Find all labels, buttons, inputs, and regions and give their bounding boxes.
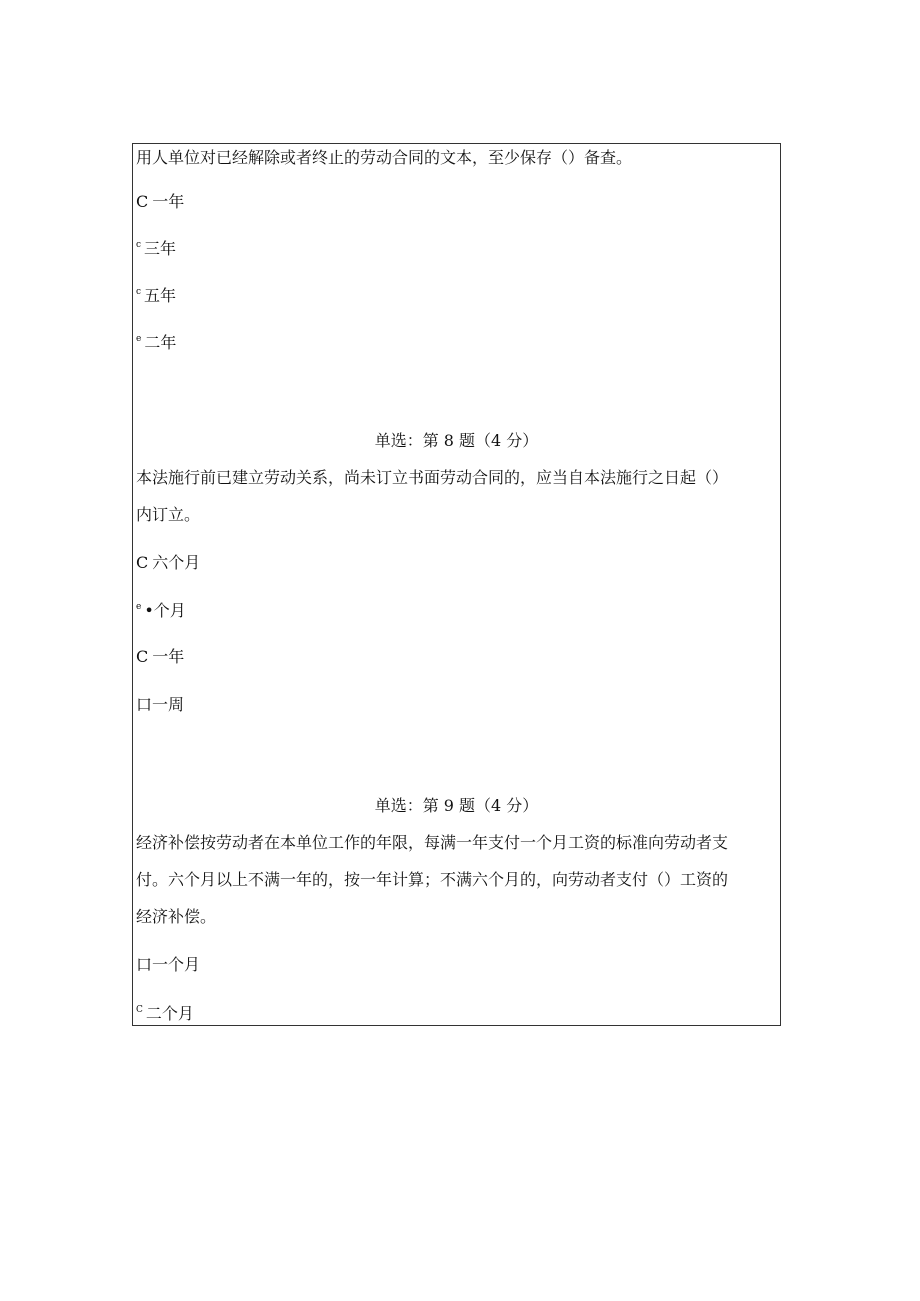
q8-text-line-1: 本法施行前已建立劳动关系，尚未订立书面劳动合同的，应当自本法施行之日起（） <box>136 468 729 487</box>
checkbox-icon: 口 <box>136 955 153 974</box>
q7-option-4[interactable] <box>136 333 176 353</box>
q8-option-1[interactable] <box>136 553 200 573</box>
radio-icon: C <box>136 192 149 211</box>
q9-option-1[interactable] <box>136 955 200 975</box>
option-label: 一个月 <box>152 955 201 974</box>
radio-icon: c <box>136 287 142 297</box>
q9-option-2[interactable] <box>136 1004 194 1024</box>
option-label: •个月 <box>144 601 186 620</box>
option-label: 一年 <box>152 647 185 666</box>
option-label: 五年 <box>144 286 177 305</box>
q7-option-1[interactable] <box>136 192 184 212</box>
q8-option-2[interactable] <box>136 601 186 621</box>
q9-text-line-2: 付。六个月以上不满一年的，按一年计算；不满六个月的，向劳动者支付（）工资的 <box>136 870 729 889</box>
option-label: 二个月 <box>145 1004 194 1023</box>
option-label: 二年 <box>144 333 177 352</box>
q8-header: 单选：第 8 题（4 分） <box>374 431 539 450</box>
q8-option-3[interactable] <box>136 647 184 667</box>
q9-header: 单选：第 9 题（4 分） <box>374 796 539 815</box>
option-label: 三年 <box>144 239 177 258</box>
q8-option-4[interactable] <box>136 695 184 715</box>
radio-icon: C <box>136 1005 143 1015</box>
q7-option-2[interactable] <box>136 239 176 259</box>
q7-option-3[interactable] <box>136 286 176 306</box>
option-label: 一年 <box>152 192 185 211</box>
q9-text-line-3: 经济补偿。 <box>136 907 217 926</box>
radio-icon: e <box>136 334 142 344</box>
question-table-border <box>132 143 781 1026</box>
radio-icon: C <box>136 553 149 572</box>
q9-text-line-1: 经济补偿按劳动者在本单位工作的年限，每满一年支付一个月工资的标准向劳动者支 <box>136 833 729 852</box>
checkbox-icon: 口 <box>136 695 153 714</box>
radio-icon: C <box>136 647 149 666</box>
radio-icon: c <box>136 240 142 250</box>
q8-text-line-2: 内订立。 <box>136 505 201 524</box>
radio-icon: e <box>136 602 142 612</box>
option-label: 六个月 <box>152 553 201 572</box>
option-label: 一周 <box>152 695 185 714</box>
q7-text: 用人单位对已经解除或者终止的劳动合同的文本，至少保存（）备查。 <box>136 148 633 167</box>
